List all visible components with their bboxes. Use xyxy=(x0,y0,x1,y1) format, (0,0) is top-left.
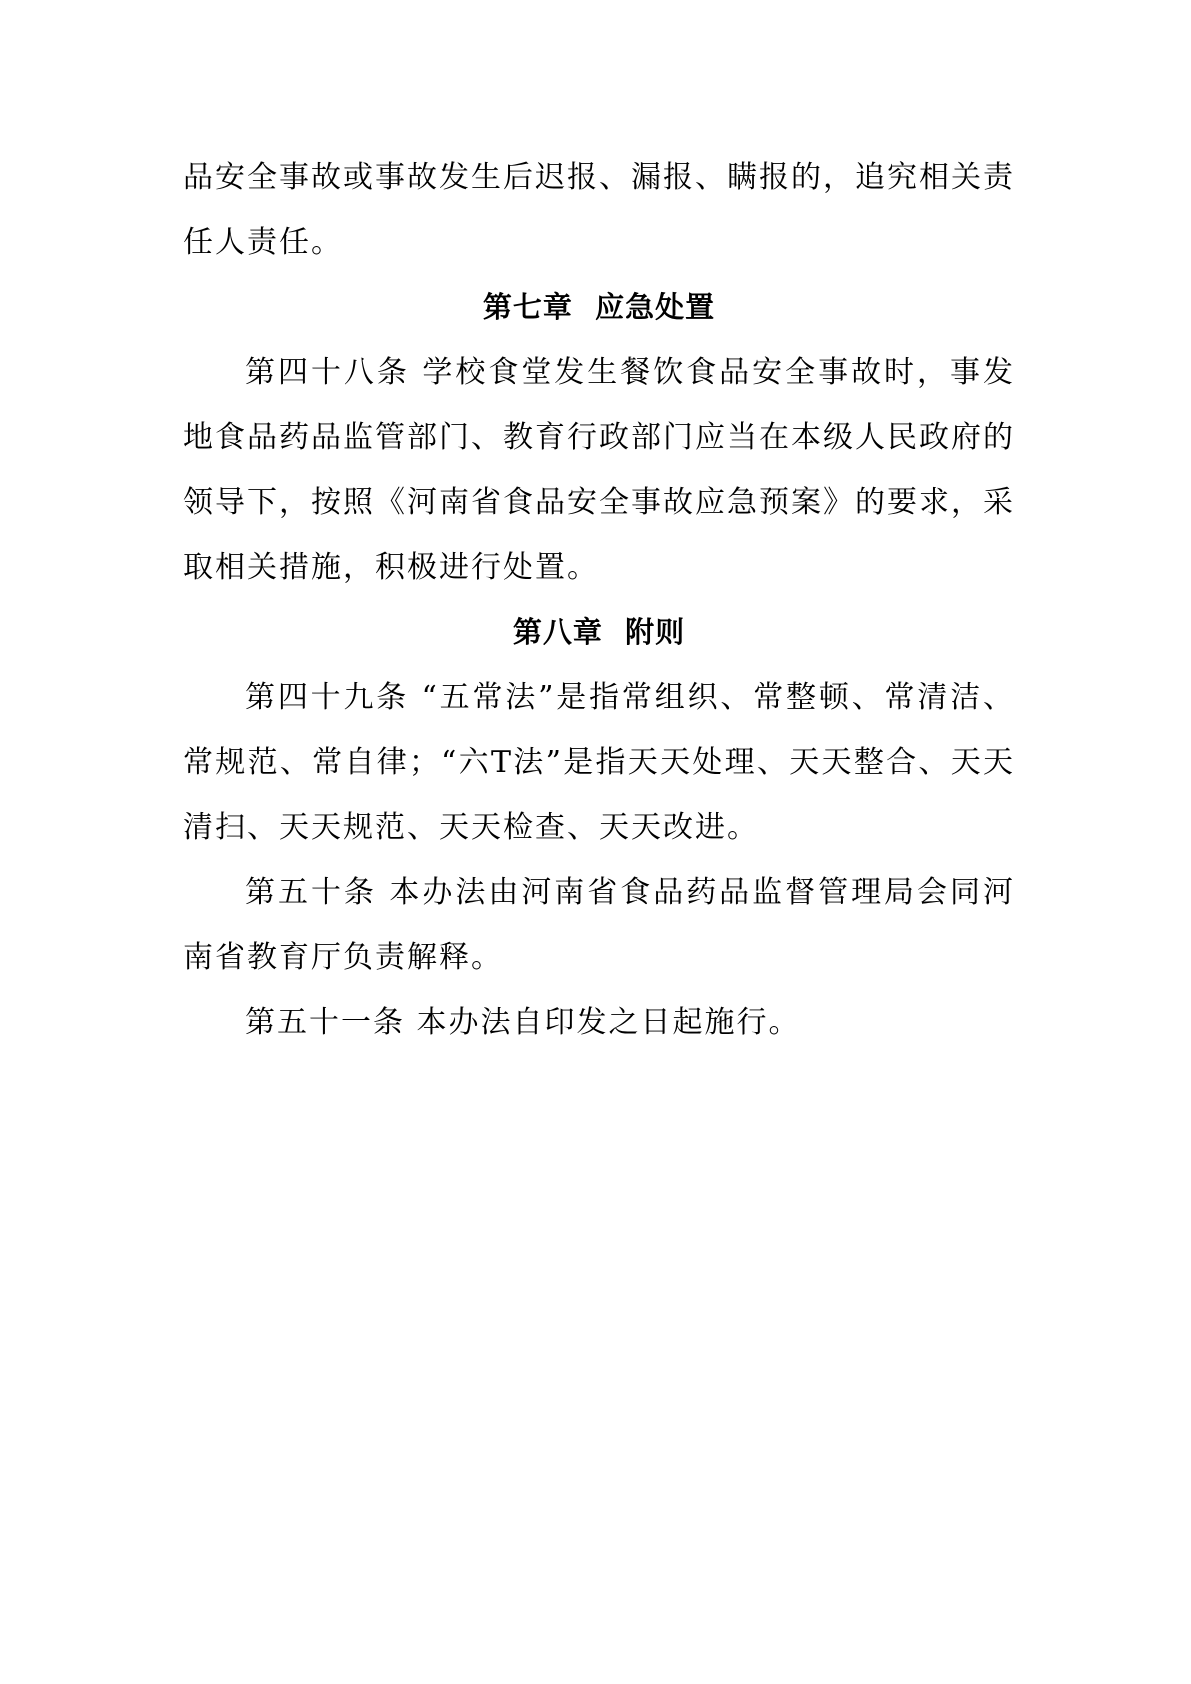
article-48: 第四十八条 学校食堂发生餐饮食品安全事故时，事发地食品药品监管部门、教育行政部门应当在本级人民政府的领导下，按照《河南省食品安全事故应急预案》的要求，采取相关措施，积极进行处置。 xyxy=(183,355,1015,585)
article-51: 第五十一条 本办法自印发之日起施行。 xyxy=(245,1005,801,1040)
chapter-heading-8: 第八章 附则 xyxy=(512,615,686,649)
chapter-heading-7: 第七章 应急处置 xyxy=(482,290,716,324)
article-49: 第四十九条 “五常法”是指常组织、常整顿、常清洁、常规范、常自律；“六T法”是指天天处理、天天整合、天天清扫、天天规范、天天检查、天天改进。 xyxy=(183,680,1015,845)
document-body xyxy=(183,145,1015,1055)
paragraph-continuation: 品安全事故或事故发生后迟报、漏报、瞒报的，追究相关责任人责任。 xyxy=(183,160,1015,260)
article-50: 第五十条 本办法由河南省食品药品监督管理局会同河南省教育厅负责解释。 xyxy=(183,875,1015,975)
